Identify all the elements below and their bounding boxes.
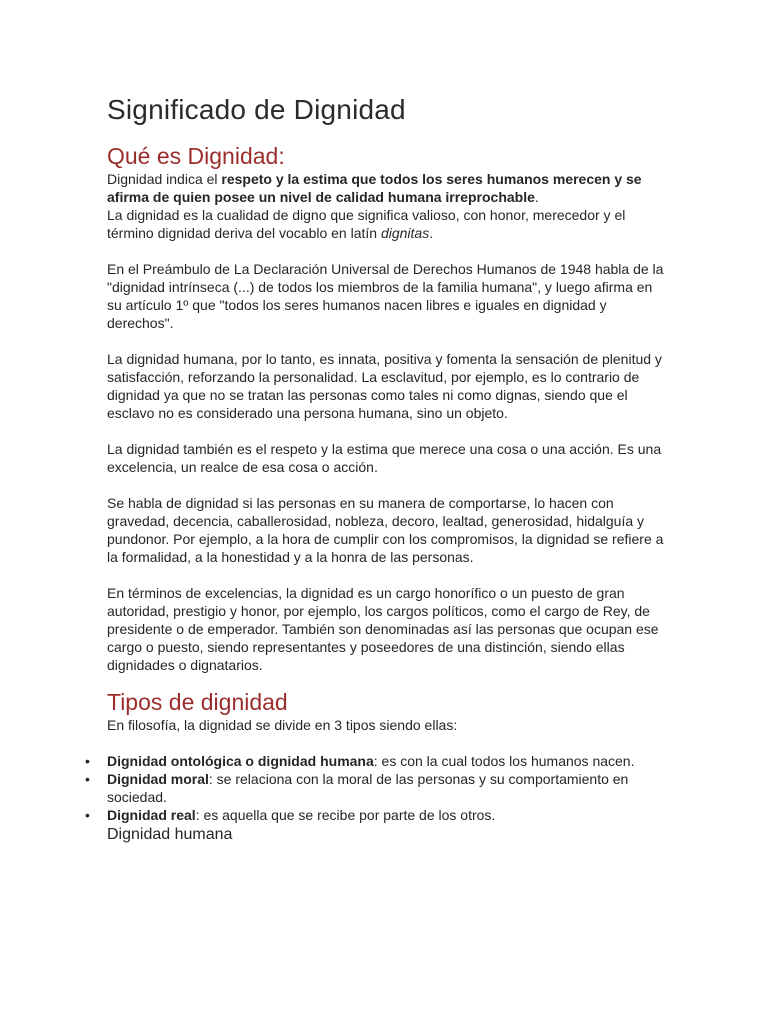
list-item (85, 770, 667, 806)
paragraph-respect: La dignidad también es el respeto y la estima que merece una cosa o una acción. Es una excelencia, un realce de esa cosa o acción. (107, 441, 662, 475)
paragraph-human-dignity: La dignidad humana, por lo tanto, es innata, positiva y fomenta la sensación de plenitud y satisfacción, reforzando la personalidad. La esclavitud, por ejemplo, es lo contrario de dignidad ya que no se tratan las personas como tales ni como dignas, siendo que el esclavo no es considerado una persona humana, sino un objeto. (107, 351, 662, 421)
list-item-desc: : es con la cual todos los humanos nacen. (373, 753, 635, 769)
paragraph-behavior: Se habla de dignidad si las personas en su manera de comportarse, lo hacen con gravedad, decencia, caballerosidad, nobleza, decoro, lealtad, generosidad, hidalguía y pundonor. Por ejemplo, a la hora de cumplir con los compromisos, la dignidad se refiere a la formalidad, a la honestidad y a la honra de las personas. (107, 495, 664, 565)
bullet-icon: • (85, 753, 90, 769)
etymology-italic: dignitas (380, 225, 430, 241)
list-item (85, 806, 667, 824)
bullet-icon: • (85, 807, 90, 823)
definition-lead: Dignidad indica el (107, 171, 222, 187)
section-heading-que-es: Qué es Dignidad: (107, 143, 285, 169)
types-list (85, 752, 667, 824)
etymology-text: La dignidad es la cualidad de digno que significa valioso, con honor, merecedor y el término dignidad deriva del vocablo en latín (107, 207, 626, 241)
paragraph-types-intro: En filosofía, la dignidad se divide en 3 tipos siendo ellas: (107, 717, 458, 733)
section-heading-tipos: Tipos de dignidad (107, 689, 288, 715)
list-item-term: Dignidad moral (107, 771, 209, 787)
list-item (85, 752, 667, 770)
list-item-term: Dignidad ontológica o dignidad humana (107, 753, 374, 769)
document-page (85, 92, 667, 846)
list-item-desc: : es aquella que se recibe por parte de los otros. (195, 807, 496, 823)
paragraph-declaration: En el Preámbulo de La Declaración Universal de Derechos Humanos de 1948 habla de la "dignidad intrínseca (...) de todos los miembros de la familia humana", y luego afirma en su artículo 1º que "todos los seres humanos nacen libres e iguales en dignidad y derechos". (107, 261, 664, 331)
list-item-desc: : se relaciona con la moral de las personas y su comportamiento en sociedad. (107, 771, 629, 805)
paragraph-etymology (107, 206, 667, 242)
image-caption: Dignidad humana (107, 826, 233, 843)
definition-end: . (534, 189, 539, 205)
definition-bold: respeto y la estima que todos los seres humanos merecen y se afirma de quien posee un nivel de calidad humana irreprochable (107, 171, 642, 205)
paragraph-excellence: En términos de excelencias, la dignidad es un cargo honorífico o un puesto de gran autoridad, prestigio y honor, por ejemplo, los cargos políticos, como el cargo de Rey, de presidente o de emperador. También son denominadas así las personas que ocupan ese cargo o puesto, siendo representantes y poseedores de una distinción, siendo ellas dignidades o dignatarios. (107, 585, 659, 673)
page-title: Significado de Dignidad (107, 94, 406, 125)
list-item-term: Dignidad real (107, 807, 196, 823)
paragraph-definition (107, 170, 667, 206)
bullet-icon: • (85, 771, 90, 787)
etymology-end: . (429, 225, 434, 241)
